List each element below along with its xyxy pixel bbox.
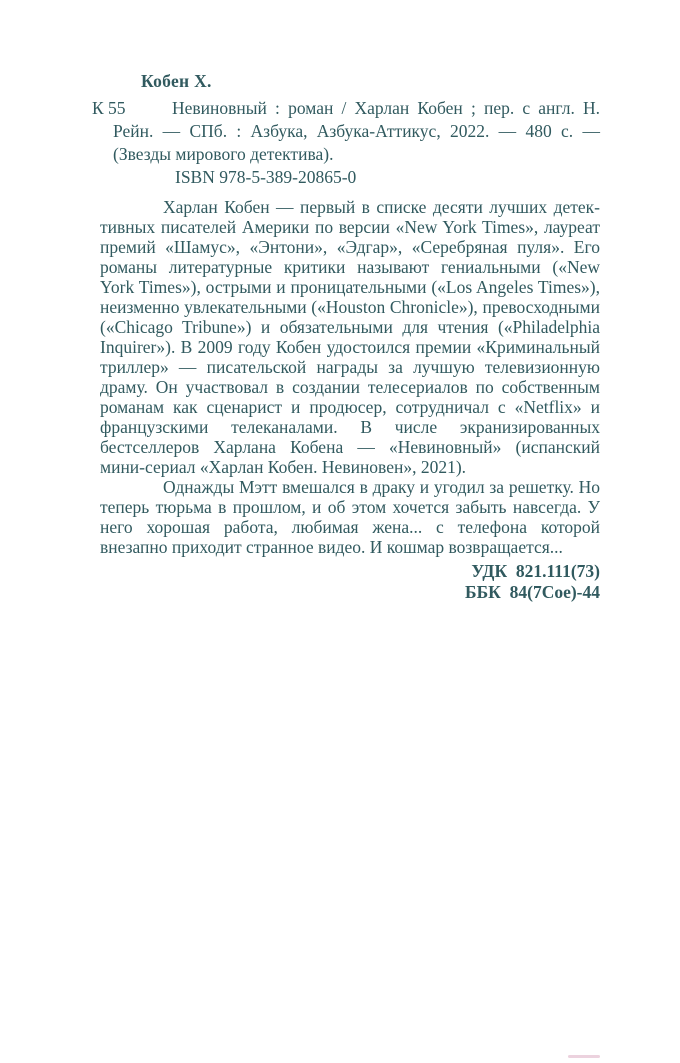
isbn-line: ISBN 978-5-389-20865-0: [175, 167, 357, 187]
bbk-line: ББК 84(7Сое)-44: [465, 582, 600, 602]
classification-code: К 55: [92, 98, 126, 118]
imprint-block: [92, 70, 600, 603]
bibliographic-entry: [92, 97, 600, 189]
annotation-paragraph: Харлан Кобен — первый в списке десяти лучших детективных писателей Америки по версии «New York Times», лауреат премий «Шамус», «Энтони», «Эдгар», «Серебряная пуля». Его романы литературные критики называют гениальными («New York Times»), острыми и проницательными («Los Angeles Times»), неизменно увлекательными («Houston Chronicle»), превосходными («Chicago Tribune») и обязательными для чтения («Philadelphia Inquirer»). В 2009 году Кобен удостоился премии «Криминальный триллер» — писательской награды за лучшую телевизионную драму. Он участвовал в создании телесериалов по собственным романам как сценарист и продюсер, сотрудничал с «Netflix» и французскими телеканалами. В числе экранизированных бестселлеров Харлана Кобена — «Невиновный» (испанский мини-сериал «Харлан Кобен. Невиновен», 2021).: [100, 197, 600, 477]
udc-line: УДК 821.111(73): [471, 561, 600, 581]
author-heading: Кобен Х.: [141, 71, 212, 91]
bibliographic-record: Невиновный : роман / Харлан Кобен ; пер. с англ. Н. Рейн. — СПб. : Азбука, Азбука-Аттикус, 2022. — 480 с. — (Звезды мирового детектива).: [113, 98, 600, 164]
scan-artifact-mark: [568, 1055, 600, 1058]
classification-codes-block: [100, 561, 600, 603]
blurb-paragraph: Однажды Мэтт вмешался в драку и угодил за решетку. Но теперь тюрьма в прошлом, и об этом хочется забыть навсегда. У него хорошая работа, любимая жена... с телефона которой внезапно приходит странное видео. И кошмар возвращается...: [100, 477, 600, 557]
